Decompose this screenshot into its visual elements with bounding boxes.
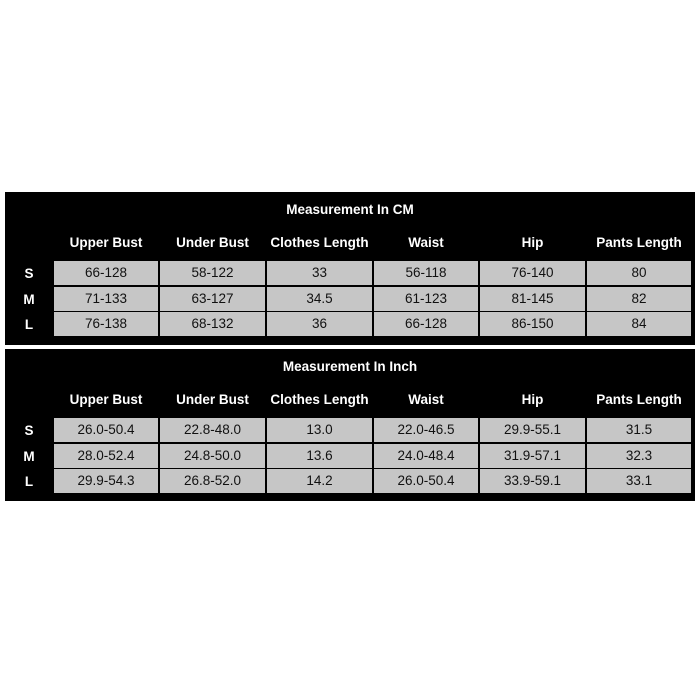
column-header-hip: Hip [521, 235, 544, 250]
size-label: M [23, 292, 35, 307]
table-row-l [5, 469, 695, 494]
table-cell: 13.6 [267, 444, 372, 468]
table-cell: 66-128 [54, 261, 158, 285]
column-header-pants-length: Pants Length [596, 235, 682, 250]
table-cell: 86-150 [480, 312, 585, 336]
column-header-under-bust: Under Bust [176, 392, 249, 407]
column-header-waist: Waist [408, 235, 444, 250]
column-header-upper-bust: Upper Bust [69, 235, 143, 250]
table-cell: 36 [267, 312, 372, 336]
table-cell: 24.0-48.4 [374, 444, 478, 468]
table-cell: 68-132 [160, 312, 265, 336]
column-header-upper-bust: Upper Bust [69, 392, 143, 407]
table-cell: 22.8-48.0 [160, 418, 265, 442]
table-cell: 81-145 [480, 287, 585, 311]
table-cell: 80 [587, 261, 691, 285]
table-cell: 76-138 [54, 312, 158, 336]
table-cell: 26.8-52.0 [160, 469, 265, 493]
table-cell: 26.0-50.4 [54, 418, 158, 442]
table-cell: 34.5 [267, 287, 372, 311]
size-label: L [24, 317, 34, 332]
table-cell: 56-118 [374, 261, 478, 285]
column-header-hip: Hip [521, 392, 544, 407]
table-cell: 29.9-55.1 [480, 418, 585, 442]
column-header-clothes-length: Clothes Length [270, 235, 369, 250]
column-header-under-bust: Under Bust [176, 235, 249, 250]
size-label: S [24, 423, 34, 438]
size-table-inch [5, 349, 695, 501]
table-cell: 63-127 [160, 287, 265, 311]
table-row-m [5, 287, 695, 312]
table-cell: 31.9-57.1 [480, 444, 585, 468]
table-cell: 14.2 [267, 469, 372, 493]
table-cell: 33.9-59.1 [480, 469, 585, 493]
table-cell: 33.1 [587, 469, 691, 493]
table-cell: 33 [267, 261, 372, 285]
table-cell: 32.3 [587, 444, 691, 468]
column-header-pants-length: Pants Length [596, 392, 682, 407]
table-title: Measurement In CM [286, 202, 414, 217]
table-cell: 24.8-50.0 [160, 444, 265, 468]
header-row [5, 235, 695, 253]
table-cell: 76-140 [480, 261, 585, 285]
table-title: Measurement In Inch [282, 359, 418, 374]
table-cell: 82 [587, 287, 691, 311]
table-cell: 84 [587, 312, 691, 336]
table-row-l [5, 312, 695, 337]
size-label: S [24, 266, 34, 281]
size-label: M [23, 449, 35, 464]
table-cell: 28.0-52.4 [54, 444, 158, 468]
table-cell: 71-133 [54, 287, 158, 311]
table-row-s [5, 418, 695, 443]
column-header-waist: Waist [408, 392, 444, 407]
table-cell: 66-128 [374, 312, 478, 336]
size-table-cm [5, 192, 695, 345]
table-cell: 13.0 [267, 418, 372, 442]
table-cell: 26.0-50.4 [374, 469, 478, 493]
size-label: L [24, 474, 34, 489]
table-cell: 58-122 [160, 261, 265, 285]
table-cell: 29.9-54.3 [54, 469, 158, 493]
table-cell: 31.5 [587, 418, 691, 442]
table-row-s [5, 261, 695, 286]
header-row [5, 392, 695, 410]
table-row-m [5, 444, 695, 469]
table-cell: 61-123 [374, 287, 478, 311]
column-header-clothes-length: Clothes Length [270, 392, 369, 407]
table-cell: 22.0-46.5 [374, 418, 478, 442]
